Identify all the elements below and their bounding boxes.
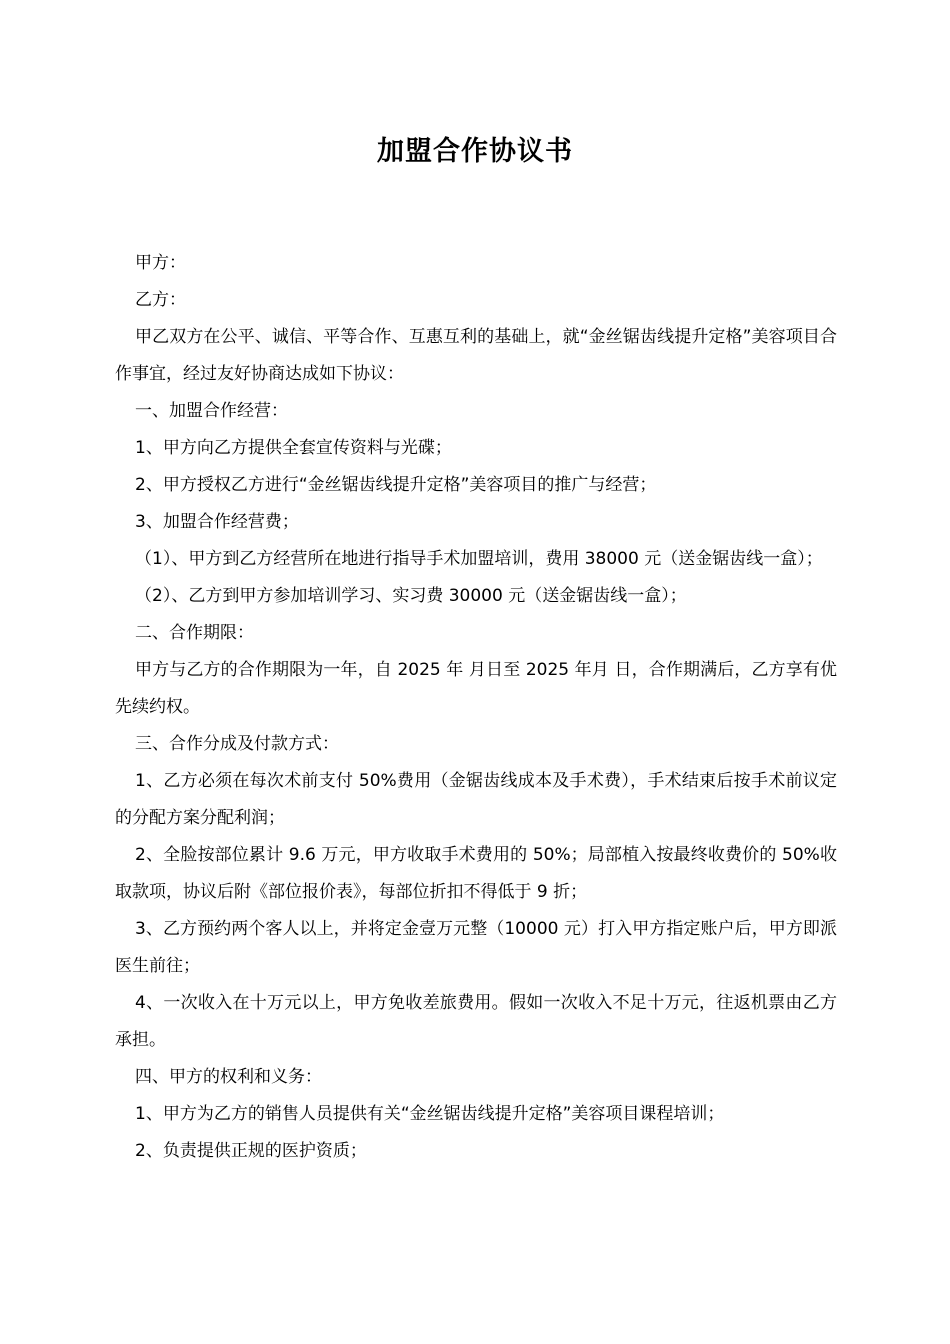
preamble-paragraph: 甲乙双方在公平、诚信、平等合作、互惠互利的基础上，就“金丝锯齿线提升定格”美容项目合作事宜，经过友好协商达成如下协议： bbox=[115, 327, 837, 384]
clause-3-1: 1、乙方必须在每次术前支付 50%费用（金锯齿线成本及手术费），手术结束后按手术前议定的分配方案分配利润； bbox=[115, 771, 837, 828]
clause-4-1: 1、甲方为乙方的销售人员提供有关“金丝锯齿线提升定格”美容项目课程培训； bbox=[135, 1104, 725, 1124]
party-b-line: 乙方： bbox=[135, 290, 186, 310]
clause-1-3: 3、加盟合作经营费； bbox=[135, 512, 299, 532]
document-body bbox=[115, 245, 837, 1170]
clause-1-2: 2、甲方授权乙方进行“金丝锯齿线提升定格”美容项目的推广与经营； bbox=[135, 475, 657, 495]
term-paragraph: 甲方与乙方的合作期限为一年，自 2025 年 月日至 2025 年月 日，合作期满后，乙方享有优先续约权。 bbox=[115, 660, 837, 717]
clause-4-2: 2、负责提供正规的医护资质； bbox=[135, 1141, 367, 1161]
clause-3-3: 3、乙方预约两个客人以上，并将定金壹万元整（10000 元）打入甲方指定账户后，甲方即派医生前往； bbox=[115, 919, 837, 976]
section-heading-2: 二、合作期限： bbox=[135, 623, 254, 643]
section-heading-3: 三、合作分成及付款方式： bbox=[135, 734, 339, 754]
section-heading-1: 一、加盟合作经营： bbox=[135, 401, 288, 421]
clause-3-4: 4、一次收入在十万元以上，甲方免收差旅费用。假如一次收入不足十万元，往返机票由乙方承担。 bbox=[115, 993, 837, 1050]
clause-1-3-1: （1）、甲方到乙方经营所在地进行指导手术加盟培训，费用 38000 元（送金锯齿线一盒）； bbox=[135, 549, 823, 569]
document-title: 加盟合作协议书 bbox=[377, 136, 573, 167]
clause-3-2: 2、全脸按部位累计 9.6 万元，甲方收取手术费用的 50%；局部植入按最终收费价的 50%收取款项，协议后附《部位报价表》，每部位折扣不得低于 9 折； bbox=[115, 845, 837, 902]
clause-1-3-2: （2）、乙方到甲方参加培训学习、实习费 30000 元（送金锯齿线一盒）； bbox=[135, 586, 687, 606]
section-heading-4: 四、甲方的权利和义务： bbox=[135, 1067, 322, 1087]
clause-1-1: 1、甲方向乙方提供全套宣传资料与光碟； bbox=[135, 438, 452, 458]
party-a-line: 甲方： bbox=[135, 253, 186, 273]
